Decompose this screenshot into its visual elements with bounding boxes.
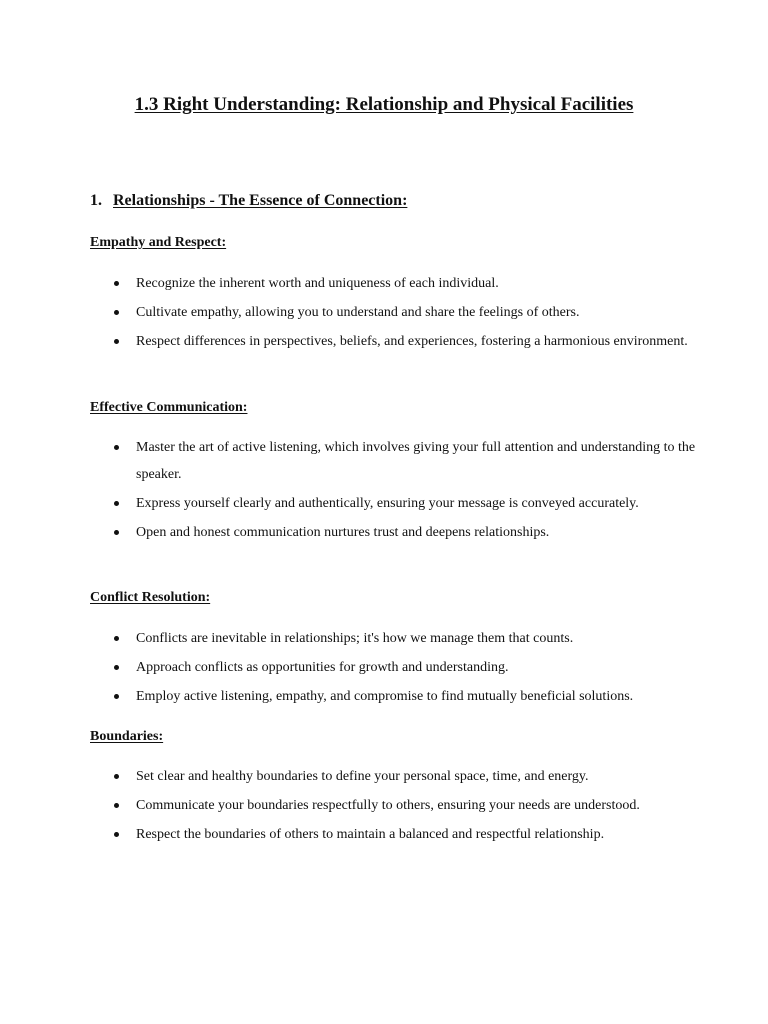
list-item [0, 434, 696, 488]
page-title: 1.3 Right Understanding: Relationship and Physical Facilities [134, 94, 634, 115]
bullet-icon [114, 832, 119, 837]
list-item-text: Master the art of active listening, which involves giving your full attention and understanding to the speaker. [136, 440, 696, 482]
subsection-heading-conflict: Conflict Resolution: [90, 590, 211, 605]
section-heading-text: Relationships - The Essence of Connection: [113, 192, 408, 209]
list-item [0, 328, 696, 355]
list-item-text: Employ active listening, empathy, and compromise to find mutually beneficial solutions. [136, 689, 634, 704]
list-item [0, 821, 696, 848]
bullet-icon [114, 501, 119, 506]
list-item-text: Respect the boundaries of others to maintain a balanced and respectful relationship. [136, 827, 605, 842]
list-item-text: Approach conflicts as opportunities for growth and understanding. [136, 660, 509, 675]
list-item-text: Express yourself clearly and authentically, ensuring your message is conveyed accurately. [136, 496, 639, 511]
subsection-heading-communication: Effective Communication: [90, 400, 248, 415]
bullet-icon [114, 445, 119, 450]
list-item [0, 654, 696, 681]
bullet-list-boundaries [0, 763, 696, 850]
bullet-icon [114, 694, 119, 699]
list-item-text: Set clear and healthy boundaries to define your personal space, time, and energy. [136, 769, 589, 784]
bullet-icon [114, 530, 119, 535]
subsection-heading-boundaries: Boundaries: [90, 729, 164, 744]
bullet-list-empathy [0, 270, 696, 357]
list-item [0, 490, 696, 517]
list-item [0, 792, 696, 819]
bullet-list-communication [0, 434, 696, 548]
bullet-list-conflict [0, 625, 696, 712]
subsection-heading-empathy: Empathy and Respect: [90, 235, 227, 250]
list-item [0, 270, 696, 297]
list-item [0, 763, 696, 790]
bullet-icon [114, 310, 119, 315]
list-item-text: Communicate your boundaries respectfully to others, ensuring your needs are understood. [136, 798, 640, 813]
list-item [0, 299, 696, 326]
section-heading [90, 190, 407, 212]
bullet-icon [114, 339, 119, 344]
list-item [0, 519, 696, 546]
bullet-icon [114, 665, 119, 670]
bullet-icon [114, 636, 119, 641]
list-item-text: Conflicts are inevitable in relationships; it's how we manage them that counts. [136, 631, 574, 646]
list-item-text: Respect differences in perspectives, beliefs, and experiences, fostering a harmonious environment. [136, 334, 688, 349]
list-item [0, 625, 696, 652]
list-item-text: Open and honest communication nurtures trust and deepens relationships. [136, 525, 550, 540]
list-item-text: Cultivate empathy, allowing you to understand and share the feelings of others. [136, 305, 580, 320]
list-item [0, 683, 696, 710]
bullet-icon [114, 281, 119, 286]
bullet-icon [114, 803, 119, 808]
section-number: 1. [90, 192, 102, 209]
bullet-icon [114, 774, 119, 779]
list-item-text: Recognize the inherent worth and uniqueness of each individual. [136, 276, 499, 291]
